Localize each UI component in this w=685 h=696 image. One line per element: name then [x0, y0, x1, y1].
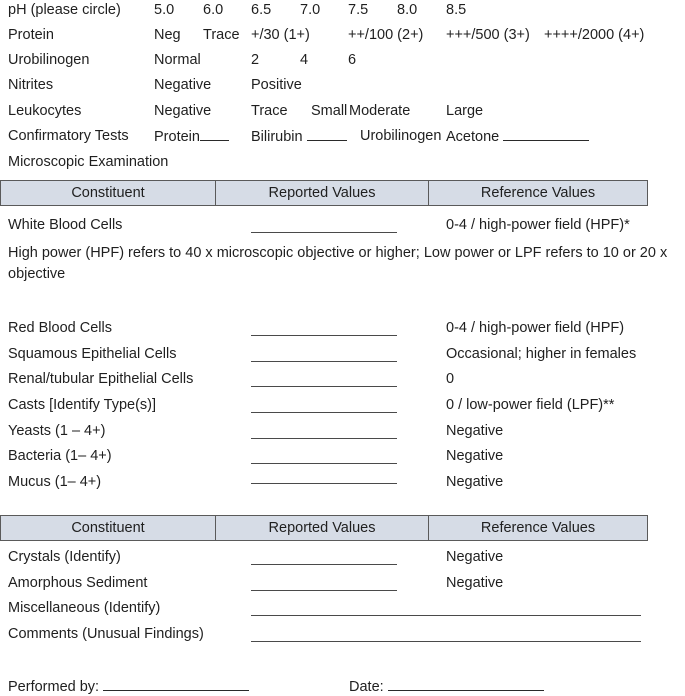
constituent-name: Yeasts (1 – 4+)	[8, 423, 106, 439]
protein-label: Protein	[8, 27, 54, 43]
footnote: High power (HPF) refers to 40 x microscopic objective or higher; Low power or LPF refers to 10 or 20 x objective	[8, 245, 668, 282]
ph-option[interactable]: 7.0	[300, 2, 321, 18]
leukocytes-label: Leukocytes	[8, 103, 82, 119]
reference-value: Negative	[446, 575, 504, 591]
confirmatory-protein	[154, 127, 229, 146]
reported-value-field[interactable]	[251, 335, 397, 336]
constituent-name: Red Blood Cells	[8, 320, 112, 336]
reference-value: 0-4 / high-power field (HPF)*	[446, 217, 630, 233]
leukocytes-option[interactable]: Trace	[251, 103, 288, 119]
ph-option[interactable]: 6.5	[251, 2, 272, 18]
reference-value: 0	[446, 371, 455, 387]
confirmatory-protein-field[interactable]	[200, 127, 229, 141]
confirmatory-acetone-label: Acetone	[446, 129, 500, 145]
urobilinogen-option[interactable]: Normal	[154, 52, 201, 68]
reported-value-field[interactable]	[251, 438, 397, 439]
leukocytes-option[interactable]: Moderate	[349, 103, 411, 119]
leukocytes-option[interactable]: Negative	[154, 103, 212, 119]
date	[349, 677, 544, 696]
confirmatory-bilirubin-label: Bilirubin	[251, 129, 303, 145]
reference-value: 0 / low-power field (LPF)**	[446, 397, 615, 413]
header-constituent: Constituent	[1, 516, 216, 540]
ph-option[interactable]: 5.0	[154, 2, 175, 18]
reference-value: Negative	[446, 474, 504, 490]
constituent-name: Renal/tubular Epithelial Cells	[8, 371, 194, 387]
nitrites-option[interactable]: Positive	[251, 77, 302, 93]
protein-option[interactable]: ++/100 (2+)	[348, 27, 424, 43]
reported-value-field[interactable]	[251, 564, 397, 565]
reference-value: Negative	[446, 549, 504, 565]
constituent-name: Mucus (1– 4+)	[8, 474, 102, 490]
confirmatory-bilirubin-field[interactable]	[307, 127, 347, 141]
reference-value: Occasional; higher in females	[446, 346, 637, 362]
header-constituent: Constituent	[1, 181, 216, 205]
ph-option[interactable]: 8.5	[446, 2, 467, 18]
constituent-name: Crystals (Identify)	[8, 549, 121, 565]
miscellaneous-label: Miscellaneous (Identify)	[8, 600, 161, 616]
constituent-name: White Blood Cells	[8, 217, 123, 233]
nitrites-label: Nitrites	[8, 77, 54, 93]
constituent-name: Bacteria (1– 4+)	[8, 448, 112, 464]
date-label: Date:	[349, 679, 384, 695]
date-field[interactable]	[388, 677, 544, 691]
confirmatory-acetone	[446, 127, 589, 146]
header-reported-values: Reported Values	[216, 181, 429, 205]
constituent-name: Casts [Identify Type(s)]	[8, 397, 157, 413]
header-reported-values: Reported Values	[216, 516, 429, 540]
confirmatory-bilirubin	[251, 127, 347, 146]
header-reference-values: Reference Values	[480, 520, 596, 536]
reference-value: 0-4 / high-power field (HPF)	[446, 320, 625, 336]
reported-value-field[interactable]	[251, 232, 397, 233]
reported-value-field[interactable]	[251, 361, 397, 362]
reported-value-field[interactable]	[251, 412, 397, 413]
urobilinogen-option[interactable]: 2	[251, 52, 260, 68]
reported-value-field[interactable]	[251, 463, 397, 464]
confirmatory-label: Confirmatory Tests	[8, 128, 129, 144]
urobilinogen-option[interactable]: 6	[348, 52, 357, 68]
performed-by	[8, 677, 249, 696]
table-header	[0, 180, 648, 206]
constituent-name: Squamous Epithelial Cells	[8, 346, 177, 362]
confirmatory-protein-label: Protein	[154, 129, 200, 145]
performed-by-label: Performed by:	[8, 679, 100, 695]
comments-label: Comments (Unusual Findings)	[8, 626, 204, 642]
section-title: Microscopic Examination	[8, 154, 169, 170]
reference-value: Negative	[446, 423, 504, 439]
confirmatory-acetone-field[interactable]	[503, 127, 589, 141]
header-reference-values: Reference Values	[480, 185, 596, 201]
performed-by-field[interactable]	[103, 677, 249, 691]
protein-option[interactable]: +/30 (1+)	[251, 27, 310, 43]
ph-option[interactable]: 7.5	[348, 2, 369, 18]
confirmatory-urobilinogen-label: Urobilinogen	[360, 128, 442, 144]
ph-label: pH (please circle)	[8, 2, 121, 18]
leukocytes-option[interactable]: Small	[311, 103, 348, 119]
table-header	[0, 515, 648, 541]
nitrites-option[interactable]: Negative	[154, 77, 212, 93]
protein-option[interactable]: Neg	[154, 27, 181, 43]
protein-option[interactable]: Trace	[203, 27, 240, 43]
urobilinogen-label: Urobilinogen	[8, 52, 90, 68]
urobilinogen-option[interactable]: 4	[300, 52, 309, 68]
protein-option[interactable]: ++++/2000 (4+)	[544, 27, 645, 43]
constituent-name: Amorphous Sediment	[8, 575, 148, 591]
ph-option[interactable]: 8.0	[397, 2, 418, 18]
reported-value-field[interactable]	[251, 483, 397, 484]
protein-option[interactable]: +++/500 (3+)	[446, 27, 530, 43]
leukocytes-option[interactable]: Large	[446, 103, 484, 119]
comments-field[interactable]	[251, 641, 641, 642]
miscellaneous-field[interactable]	[251, 615, 641, 616]
reported-value-field[interactable]	[251, 590, 397, 591]
reported-value-field[interactable]	[251, 386, 397, 387]
reference-value: Negative	[446, 448, 504, 464]
ph-option[interactable]: 6.0	[203, 2, 224, 18]
